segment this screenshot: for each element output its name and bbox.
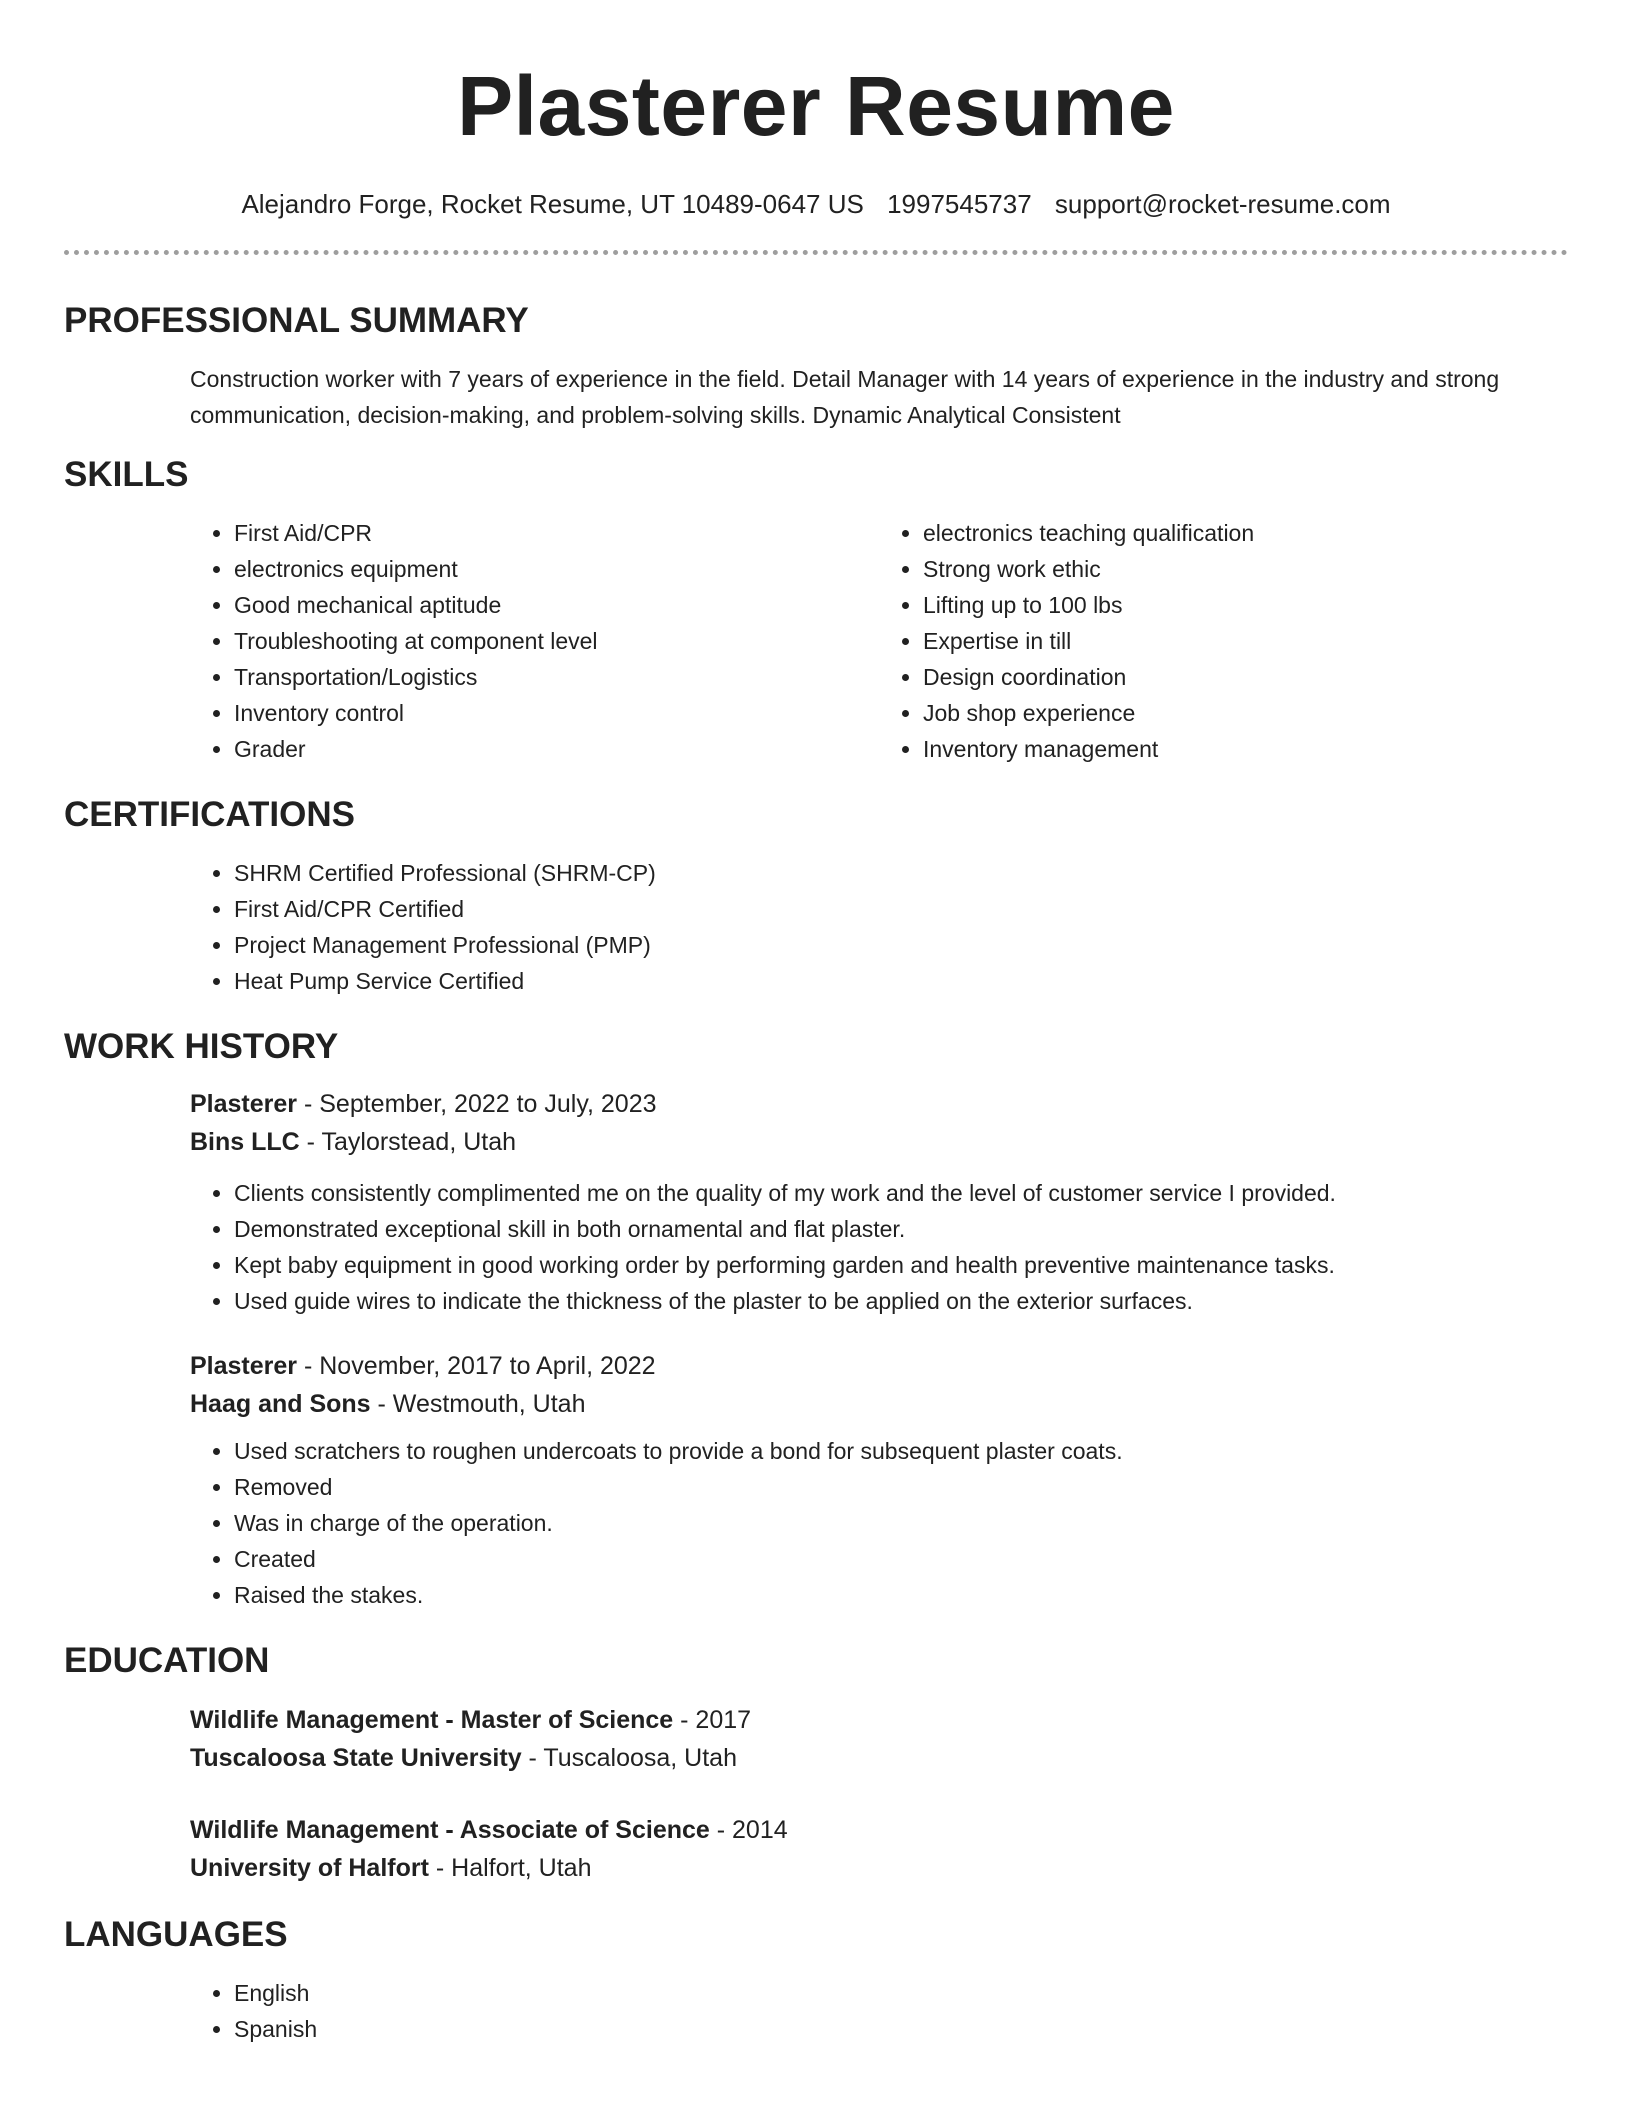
job-entry bbox=[190, 1347, 1568, 1613]
job-bullets bbox=[190, 1433, 1568, 1613]
job-location: - Taylorstead, Utah bbox=[299, 1128, 517, 1156]
job-bullets bbox=[190, 1175, 1568, 1319]
education-year: - 2014 bbox=[709, 1816, 788, 1844]
languages-list bbox=[190, 1975, 1568, 2047]
section-heading-languages: LANGUAGES bbox=[64, 1915, 288, 1954]
job-dates: - September, 2022 to July, 2023 bbox=[297, 1090, 657, 1118]
certifications-section bbox=[64, 793, 1568, 999]
education-degree-line bbox=[190, 1701, 1568, 1739]
job-title: Plasterer bbox=[190, 1090, 298, 1118]
job-title-line bbox=[190, 1085, 1568, 1123]
education-entry bbox=[190, 1701, 1568, 1777]
list-item: • Used guide wires to indicate the thickness of the plaster to be applied on the exterior surfaces. bbox=[234, 1283, 1568, 1319]
list-item: • First Aid/CPR bbox=[234, 515, 879, 551]
education-school: University of Halfort bbox=[190, 1854, 429, 1882]
education-year: - 2017 bbox=[673, 1706, 752, 1734]
list-item: • Job shop experience bbox=[923, 695, 1568, 731]
skills-section bbox=[64, 453, 1568, 767]
job-company-line bbox=[190, 1123, 1568, 1161]
contact-line bbox=[64, 186, 1568, 222]
job-location: - Westmouth, Utah bbox=[370, 1390, 586, 1418]
job-company-line bbox=[190, 1385, 1568, 1423]
list-item: • electronics teaching qualification bbox=[923, 515, 1568, 551]
section-heading-skills: SKILLS bbox=[64, 455, 189, 494]
list-item: • Troubleshooting at component level bbox=[234, 623, 879, 659]
list-item: • First Aid/CPR Certified bbox=[234, 891, 1568, 927]
job-title-line bbox=[190, 1347, 1568, 1385]
list-item: • English bbox=[234, 1975, 1568, 2011]
education-school-line bbox=[190, 1739, 1568, 1777]
list-item: • Clients consistently complimented me on the quality of my work and the level of customer service I provided. bbox=[234, 1175, 1568, 1211]
list-item: • Strong work ethic bbox=[923, 551, 1568, 587]
list-item: • Grader bbox=[234, 731, 879, 767]
skills-list-right bbox=[879, 515, 1568, 767]
list-item: • Kept baby equipment in good working order by performing garden and health preventive maintenance tasks. bbox=[234, 1247, 1568, 1283]
list-item: • Used scratchers to roughen undercoats to provide a bond for subsequent plaster coats. bbox=[234, 1433, 1568, 1469]
skills-list-left bbox=[190, 515, 879, 767]
education-degree: Wildlife Management - Master of Science bbox=[190, 1706, 674, 1734]
work-history-section bbox=[64, 1025, 1568, 1613]
languages-section bbox=[64, 1913, 1568, 2047]
list-item: • Was in charge of the operation. bbox=[234, 1505, 1568, 1541]
list-item: • Transportation/Logistics bbox=[234, 659, 879, 695]
list-item: • Created bbox=[234, 1541, 1568, 1577]
resume-page bbox=[64, 0, 1568, 2047]
list-item: • SHRM Certified Professional (SHRM-CP) bbox=[234, 855, 1568, 891]
summary-section bbox=[64, 299, 1568, 433]
page-title: Plasterer Resume bbox=[457, 59, 1175, 153]
list-item: • Removed bbox=[234, 1469, 1568, 1505]
education-location: - Halfort, Utah bbox=[428, 1854, 592, 1882]
list-item: • Inventory control bbox=[234, 695, 879, 731]
list-item: • Project Management Professional (PMP) bbox=[234, 927, 1568, 963]
education-location: - Tuscaloosa, Utah bbox=[521, 1744, 737, 1772]
list-item: • Demonstrated exceptional skill in both ornamental and flat plaster. bbox=[234, 1211, 1568, 1247]
job-company: Bins LLC bbox=[190, 1128, 300, 1156]
job-company: Haag and Sons bbox=[190, 1390, 371, 1418]
section-heading-education: EDUCATION bbox=[64, 1641, 270, 1680]
contact-phone: 1997545737 bbox=[887, 189, 1032, 219]
list-item: • Heat Pump Service Certified bbox=[234, 963, 1568, 999]
summary-text: Construction worker with 7 years of experience in the field. Detail Manager with 14 years of experience in the industry and strong communication, decision-making, and problem-solving skills. Dynamic Analytical Consistent bbox=[190, 366, 1500, 428]
list-item: • Spanish bbox=[234, 2011, 1568, 2047]
languages-body bbox=[190, 1975, 1568, 2047]
job-dates: - November, 2017 to April, 2022 bbox=[297, 1352, 656, 1380]
list-item: • Raised the stakes. bbox=[234, 1577, 1568, 1613]
list-item: • Good mechanical aptitude bbox=[234, 587, 879, 623]
education-degree: Wildlife Management - Associate of Science bbox=[190, 1816, 710, 1844]
job-entry bbox=[190, 1085, 1568, 1319]
section-heading-certifications: CERTIFICATIONS bbox=[64, 795, 356, 834]
education-entry bbox=[190, 1811, 1568, 1887]
list-item: • Lifting up to 100 lbs bbox=[923, 587, 1568, 623]
contact-email: support@rocket-resume.com bbox=[1054, 189, 1391, 219]
certifications-body bbox=[190, 855, 1568, 999]
education-section bbox=[64, 1639, 1568, 1887]
section-heading-summary: PROFESSIONAL SUMMARY bbox=[64, 301, 529, 340]
contact-address: Alejandro Forge, Rocket Resume, UT 10489-0647 US bbox=[241, 189, 864, 219]
job-title: Plasterer bbox=[190, 1352, 298, 1380]
certifications-list bbox=[190, 855, 1568, 999]
list-item: • electronics equipment bbox=[234, 551, 879, 587]
skills-columns bbox=[190, 515, 1568, 767]
education-degree-line bbox=[190, 1811, 1568, 1849]
list-item: • Inventory management bbox=[923, 731, 1568, 767]
education-school: Tuscaloosa State University bbox=[190, 1744, 522, 1772]
education-school-line bbox=[190, 1849, 1568, 1887]
list-item: • Expertise in till bbox=[923, 623, 1568, 659]
section-heading-work-history: WORK HISTORY bbox=[64, 1027, 339, 1066]
header-divider bbox=[64, 250, 1568, 255]
list-item: • Design coordination bbox=[923, 659, 1568, 695]
